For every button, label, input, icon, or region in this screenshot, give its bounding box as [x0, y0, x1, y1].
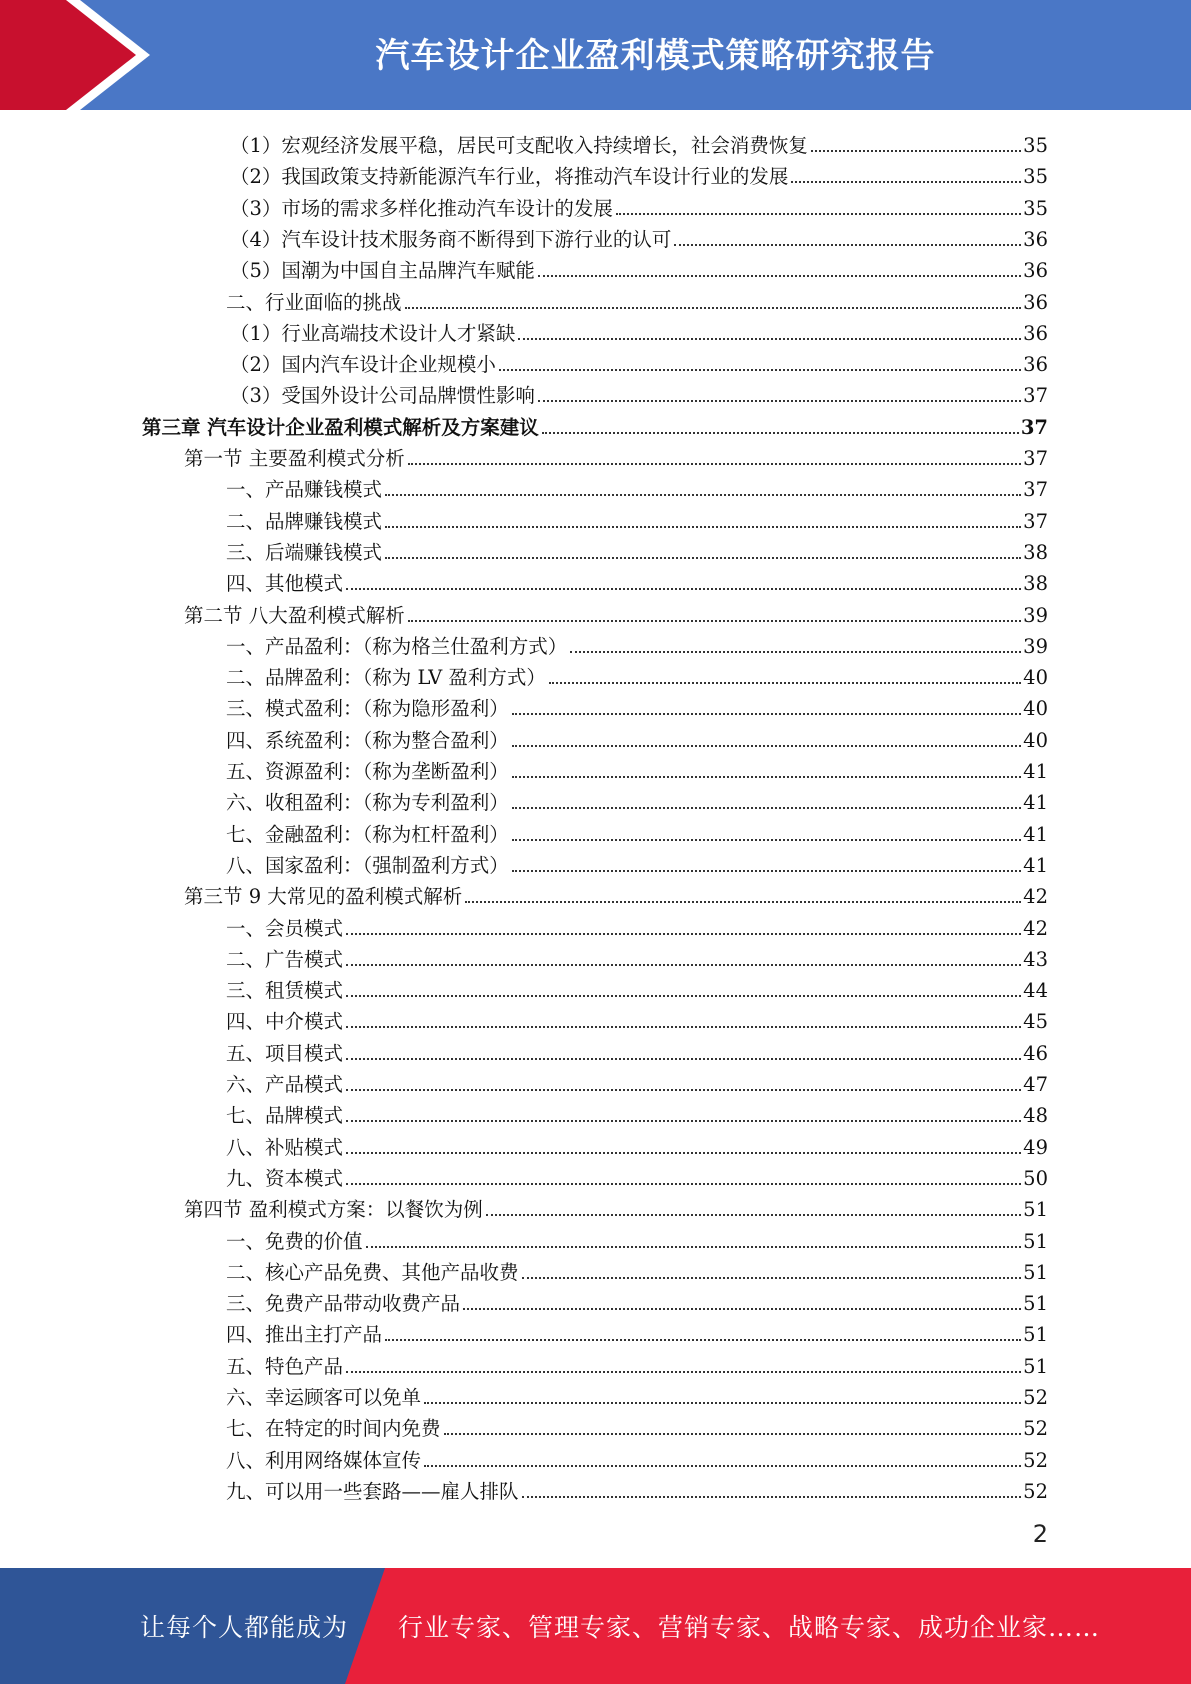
toc-dot-leader	[346, 1371, 1021, 1373]
toc-dot-leader	[346, 588, 1021, 590]
toc-entry-page: 49	[1023, 1136, 1048, 1159]
toc-entry-title: （5）国潮为中国自主品牌汽车赋能	[230, 259, 535, 282]
toc-entry-page: 35	[1023, 165, 1048, 188]
toc-entry[interactable]	[226, 1410, 1048, 1441]
toc-dot-leader	[518, 338, 1021, 340]
toc-dot-leader	[346, 1120, 1021, 1122]
toc-entry[interactable]	[226, 1223, 1048, 1254]
toc-entry-page: 36	[1023, 291, 1048, 314]
toc-entry-title: 六、收租盈利：（称为专利盈利）	[226, 791, 509, 814]
toc-entry[interactable]	[226, 565, 1048, 596]
toc-entry-title: 一、产品赚钱模式	[226, 478, 383, 501]
toc-entry[interactable]	[226, 816, 1048, 847]
toc-entry[interactable]	[230, 221, 1048, 252]
toc-entry-page: 39	[1023, 604, 1048, 627]
toc-entry[interactable]	[226, 847, 1048, 878]
toc-dot-leader	[346, 933, 1021, 935]
toc-entry[interactable]	[226, 784, 1048, 815]
toc-entry-page: 41	[1023, 854, 1048, 877]
toc-entry-page: 36	[1023, 259, 1048, 282]
toc-entry[interactable]	[226, 471, 1048, 502]
footer-slogan-right: 行业专家、管理专家、营销专家、战略专家、成功企业家……	[398, 1613, 1101, 1642]
toc-entry[interactable]	[226, 284, 1048, 315]
toc-entry-page: 43	[1023, 948, 1048, 971]
toc-dot-leader	[424, 1402, 1021, 1404]
toc-entry-page: 37	[1023, 478, 1048, 501]
toc-dot-leader	[346, 995, 1021, 997]
page-number: 2	[1032, 1520, 1048, 1548]
toc-entry-title: 四、系统盈利：（称为整合盈利）	[226, 729, 509, 752]
toc-dot-leader	[791, 181, 1021, 183]
toc-dot-leader	[512, 713, 1021, 715]
toc-dot-leader	[424, 1465, 1021, 1467]
toc-entry[interactable]	[142, 409, 1048, 440]
toc-dot-leader	[463, 1308, 1021, 1310]
toc-dot-leader	[385, 1339, 1021, 1341]
toc-entry-title: （4）汽车设计技术服务商不断得到下游行业的认可	[230, 228, 672, 251]
toc-entry-page: 50	[1023, 1167, 1048, 1190]
toc-entry-title: 一、免费的价值	[226, 1230, 363, 1253]
toc-entry-page: 40	[1023, 666, 1048, 689]
toc-entry-title: 五、资源盈利：（称为垄断盈利）	[226, 760, 509, 783]
toc-dot-leader	[674, 244, 1021, 246]
toc-dot-leader	[486, 1214, 1021, 1216]
toc-entry-page: 52	[1023, 1417, 1048, 1440]
toc-entry[interactable]	[226, 659, 1048, 690]
toc-entry-title: 九、资本模式	[226, 1167, 344, 1190]
toc-entry-title: 七、在特定的时间内免费	[226, 1417, 441, 1440]
toc-dot-leader	[512, 870, 1021, 872]
toc-entry[interactable]	[226, 1379, 1048, 1410]
toc-entry-page: 51	[1023, 1198, 1048, 1221]
toc-entry[interactable]	[230, 190, 1048, 221]
toc-entry-title: 七、品牌模式	[226, 1104, 344, 1127]
toc-entry-page: 37	[1023, 447, 1048, 470]
toc-entry-title: （2）我国政策支持新能源汽车行业，将推动汽车设计行业的发展	[230, 165, 789, 188]
toc-entry-page: 42	[1023, 917, 1048, 940]
toc-entry-page: 51	[1023, 1230, 1048, 1253]
toc-entry[interactable]	[226, 941, 1048, 972]
toc-entry[interactable]	[226, 910, 1048, 941]
toc-entry-page: 41	[1023, 823, 1048, 846]
toc-dot-leader	[366, 1246, 1022, 1248]
toc-dot-leader	[346, 964, 1021, 966]
toc-dot-leader	[385, 557, 1021, 559]
toc-dot-leader	[512, 807, 1021, 809]
toc-entry-page: 42	[1023, 885, 1048, 908]
toc-dot-leader	[346, 1152, 1021, 1154]
toc-dot-leader	[512, 839, 1021, 841]
toc-dot-leader	[408, 620, 1021, 622]
toc-entry-page: 36	[1023, 353, 1048, 376]
toc-entry[interactable]	[184, 597, 1048, 628]
toc-dot-leader	[346, 1058, 1021, 1060]
toc-dot-leader	[512, 776, 1021, 778]
toc-entry-title: 四、推出主打产品	[226, 1323, 383, 1346]
toc-entry[interactable]	[226, 503, 1048, 534]
toc-dot-leader	[499, 369, 1021, 371]
toc-dot-leader	[542, 432, 1019, 434]
toc-dot-leader	[538, 400, 1021, 402]
toc-entry[interactable]	[226, 1129, 1048, 1160]
toc-dot-leader	[616, 213, 1021, 215]
toc-entry-title: 三、租赁模式	[226, 979, 344, 1002]
toc-dot-leader	[512, 745, 1021, 747]
toc-entry[interactable]	[226, 1254, 1048, 1285]
toc-entry-page: 40	[1023, 729, 1048, 752]
toc-entry-title: 九、可以用一些套路——雇人排队	[226, 1480, 519, 1503]
toc-dot-leader	[522, 1496, 1022, 1498]
toc-entry-title: 二、行业面临的挑战	[226, 291, 402, 314]
toc-entry[interactable]	[230, 252, 1048, 283]
toc-entry[interactable]	[226, 1348, 1048, 1379]
toc-entry[interactable]	[230, 315, 1048, 346]
toc-entry-title: 三、模式盈利：（称为隐形盈利）	[226, 697, 509, 720]
toc-entry-page: 46	[1023, 1042, 1048, 1065]
toc-entry-page: 47	[1023, 1073, 1048, 1096]
toc-entry-page: 38	[1023, 572, 1048, 595]
toc-entry-title: 二、品牌盈利：（称为 LV 盈利方式）	[226, 666, 546, 689]
toc-dot-leader	[346, 1089, 1021, 1091]
toc-entry-title: 二、广告模式	[226, 948, 344, 971]
toc-entry[interactable]	[226, 1097, 1048, 1128]
toc-entry[interactable]	[230, 377, 1048, 408]
toc-entry-page: 51	[1023, 1355, 1048, 1378]
toc-entry-title: 八、国家盈利：（强制盈利方式）	[226, 854, 509, 877]
toc-entry-page: 36	[1023, 228, 1048, 251]
toc-entry-page: 51	[1023, 1323, 1048, 1346]
toc-entry[interactable]	[226, 534, 1048, 565]
toc-entry-page: 41	[1023, 760, 1048, 783]
toc-entry-title: 第二节 八大盈利模式解析	[184, 604, 405, 627]
toc-entry-title: （3）受国外设计公司品牌惯性影响	[230, 384, 535, 407]
toc-entry[interactable]	[226, 972, 1048, 1003]
toc-entry[interactable]	[226, 753, 1048, 784]
toc-dot-leader	[385, 494, 1021, 496]
toc-entry-title: 第三章 汽车设计企业盈利模式解析及方案建议	[142, 416, 539, 439]
toc-dot-leader	[811, 150, 1021, 152]
toc-entry-title: 第四节 盈利模式方案：以餐饮为例	[184, 1198, 483, 1221]
toc-entry-title: 三、免费产品带动收费产品	[226, 1292, 461, 1315]
toc-entry[interactable]	[226, 1442, 1048, 1473]
toc-entry-page: 37	[1020, 416, 1048, 439]
toc-entry-page: 37	[1023, 384, 1048, 407]
toc-dot-leader	[444, 1433, 1022, 1435]
toc-entry-page: 41	[1023, 791, 1048, 814]
toc-entry-page: 51	[1023, 1292, 1048, 1315]
toc-entry-title: （3）市场的需求多样化推动汽车设计的发展	[230, 197, 613, 220]
toc-dot-leader	[405, 307, 1022, 309]
toc-entry-title: （2）国内汽车设计企业规模小	[230, 353, 496, 376]
toc-dot-leader	[570, 651, 1021, 653]
toc-entry-page: 39	[1023, 635, 1048, 658]
toc-entry-page: 44	[1023, 979, 1048, 1002]
toc-dot-leader	[549, 682, 1021, 684]
toc-dot-leader	[538, 275, 1021, 277]
toc-entry-page: 35	[1023, 197, 1048, 220]
toc-dot-leader	[346, 1183, 1021, 1185]
toc-entry-title: 一、产品盈利：（称为格兰仕盈利方式）	[226, 635, 568, 658]
toc-entry-title: 六、幸运顾客可以免单	[226, 1386, 422, 1409]
toc-dot-leader	[465, 901, 1021, 903]
toc-entry-page: 52	[1023, 1480, 1048, 1503]
toc-entry-page: 52	[1023, 1386, 1048, 1409]
toc-entry-title: 五、特色产品	[226, 1355, 344, 1378]
toc-entry[interactable]	[184, 1191, 1048, 1222]
toc-entry[interactable]	[184, 878, 1048, 909]
toc-entry[interactable]	[226, 1035, 1048, 1066]
toc-entry-title: 二、核心产品免费、其他产品收费	[226, 1261, 519, 1284]
toc-entry[interactable]	[226, 1473, 1048, 1504]
toc-entry-title: （1）行业高端技术设计人才紧缺	[230, 322, 516, 345]
toc-entry-page: 51	[1023, 1261, 1048, 1284]
toc-entry[interactable]	[230, 127, 1048, 158]
toc-entry-page: 38	[1023, 541, 1048, 564]
toc-entry-page: 35	[1023, 134, 1048, 157]
toc-entry[interactable]	[226, 1316, 1048, 1347]
toc-entry[interactable]	[226, 1066, 1048, 1097]
toc-dot-leader	[408, 463, 1021, 465]
toc-entry-title: 八、补贴模式	[226, 1136, 344, 1159]
toc-entry-page: 52	[1023, 1449, 1048, 1472]
toc-entry-title: 第一节 主要盈利模式分析	[184, 447, 405, 470]
document-title: 汽车设计企业盈利模式策略研究报告	[375, 36, 936, 76]
toc-entry[interactable]	[226, 1003, 1048, 1034]
page-header	[0, 0, 1191, 110]
toc-entry-title: 五、项目模式	[226, 1042, 344, 1065]
toc-entry-page: 45	[1023, 1010, 1048, 1033]
toc-entry-title: 四、中介模式	[226, 1010, 344, 1033]
toc-entry[interactable]	[230, 346, 1048, 377]
toc-entry[interactable]	[184, 440, 1048, 471]
toc-entry-page: 36	[1023, 322, 1048, 345]
toc-entry[interactable]	[226, 628, 1048, 659]
toc-entry-title: 七、金融盈利：（称为杠杆盈利）	[226, 823, 509, 846]
toc-entry-title: 三、后端赚钱模式	[226, 541, 383, 564]
toc-entry-page: 40	[1023, 697, 1048, 720]
toc-dot-leader	[385, 526, 1021, 528]
toc-entry[interactable]	[230, 158, 1048, 189]
toc-entry[interactable]	[226, 1285, 1048, 1316]
toc-entry-page: 37	[1023, 510, 1048, 533]
page-footer	[0, 1568, 1191, 1684]
toc-entry-title: 第三节 9 大常见的盈利模式解析	[184, 885, 463, 908]
toc-entry[interactable]	[226, 1160, 1048, 1191]
toc-entry-title: 四、其他模式	[226, 572, 344, 595]
toc-entry-title: （1）宏观经济发展平稳，居民可支配收入持续增长，社会消费恢复	[230, 134, 808, 157]
toc-dot-leader	[346, 1026, 1021, 1028]
toc-entry-title: 一、会员模式	[226, 917, 344, 940]
header-chevron-graphic	[0, 0, 160, 110]
toc-entry-title: 二、品牌赚钱模式	[226, 510, 383, 533]
toc-entry-page: 48	[1023, 1104, 1048, 1127]
toc-dot-leader	[522, 1277, 1022, 1279]
toc-entry-title: 六、产品模式	[226, 1073, 344, 1096]
footer-slogan-left: 让每个人都能成为	[140, 1613, 349, 1642]
toc-entry-title: 八、利用网络媒体宣传	[226, 1449, 422, 1472]
toc-entry[interactable]	[226, 690, 1048, 721]
toc-entry[interactable]	[226, 722, 1048, 753]
